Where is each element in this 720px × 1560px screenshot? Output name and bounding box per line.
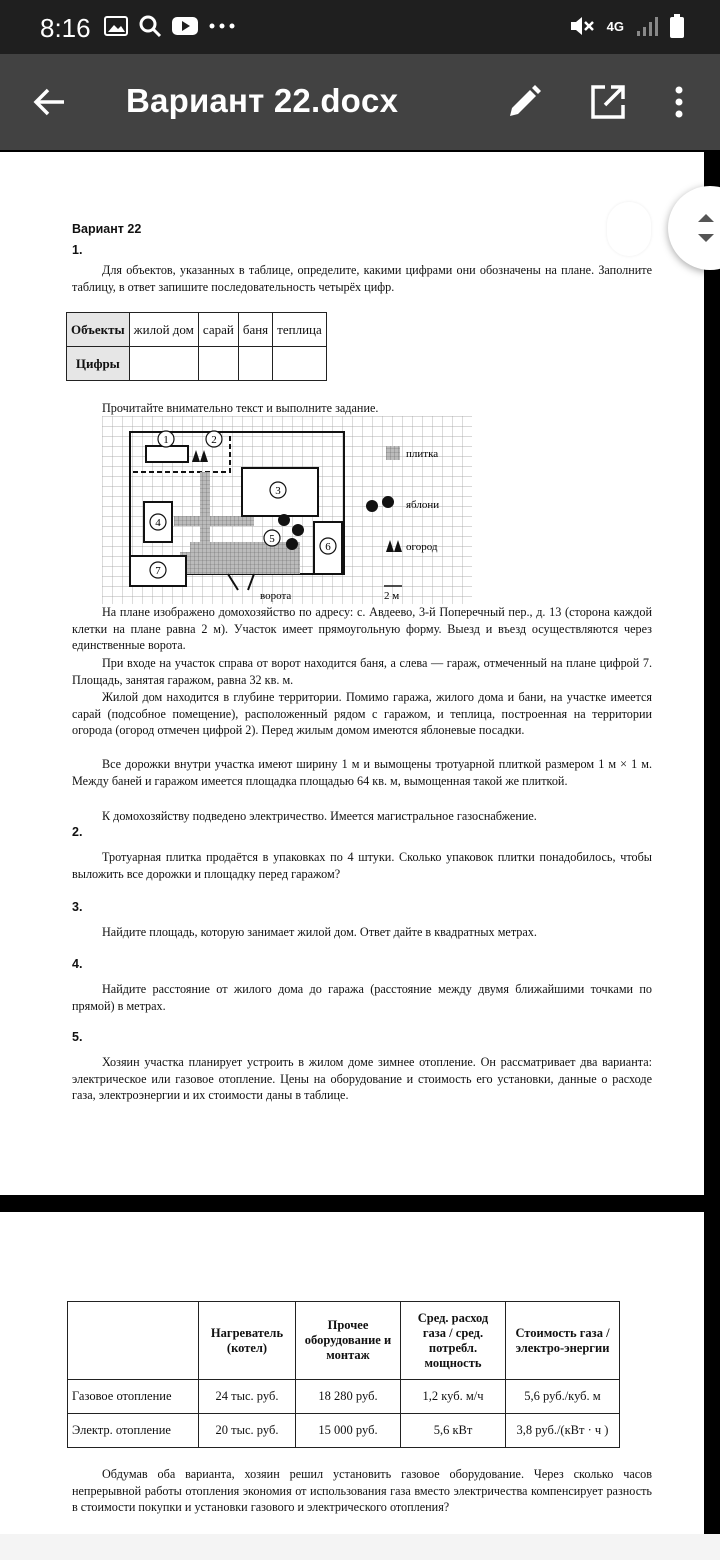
- search-icon: [138, 14, 162, 38]
- gate-label: ворота: [260, 590, 292, 602]
- legend-garden: огород: [406, 541, 438, 553]
- app-toolbar: [0, 54, 720, 150]
- question-3-number: 3.: [72, 900, 83, 914]
- plan-number-1: 1: [163, 434, 169, 446]
- column-shed: сарай: [198, 313, 238, 347]
- heating-header-empty: [68, 1302, 199, 1380]
- path-tiles: [174, 516, 254, 526]
- description-paragraph-1: На плане изображено домохозяйство по адресу: с. Авдеево, 3-й Поперечный пер., д. 13 (сторона каждой клетки на плане равна 2 м). Участок имеет прямоугольную форму. Выезд и въезд осуществляются через единственные ворота.: [72, 605, 652, 652]
- scroll-arrows-icon: [694, 208, 718, 248]
- question-1-number: 1.: [72, 243, 83, 257]
- legend-tiles: плитка: [406, 448, 439, 460]
- document-page-2: [0, 1212, 704, 1560]
- column-bath: баня: [238, 313, 272, 347]
- building-1: [146, 446, 188, 462]
- document-page-1: [0, 152, 704, 1195]
- electric-consumption: 5,6 кВт: [401, 1414, 506, 1448]
- question-2-text: Тротуарная плитка продаётся в упаковках по 4 штуки. Сколько упаковок плитки понадобилось, чтобы выложить все дорожки и площадку перед гаражом?: [72, 850, 652, 881]
- gas-row-label: Газовое отопление: [68, 1380, 199, 1414]
- question-3-text: Найдите площадь, которую занимает жилой дом. Ответ дайте в квадратных метрах.: [102, 925, 537, 939]
- battery-icon: [670, 14, 684, 38]
- column-house: жилой дом: [129, 313, 198, 347]
- plan-number-3: 3: [275, 485, 281, 497]
- gas-cost: 5,6 руб./куб. м: [506, 1380, 620, 1414]
- objects-table: [66, 312, 327, 381]
- plan-number-2: 2: [211, 434, 217, 446]
- site-plan: [102, 416, 472, 604]
- description-paragraph-3: Жилой дом находится в глубине территории. Помимо гаража, жилого дома и бани, на участке имеется сарай (подсобное помещение), расположенный рядом с гаражом, и теплица, построенная на территории огорода (огород отмечен цифрой 2). Перед жилым домом имеются яблоневые посадки.: [72, 690, 652, 737]
- page-indicator: [607, 202, 651, 256]
- gallery-icon: [104, 15, 128, 37]
- question-5-followup: Обдумав оба варианта, хозяин решил установить газовое оборудование. Через сколько часов непрерывной работы отопления экономия от использования газа вместо электричества компенсирует разность в стоимости покупки и установки газового и электрического отопления?: [72, 1467, 652, 1514]
- gas-consumption: 1,2 куб. м/ч: [401, 1380, 506, 1414]
- digit-cell: [273, 347, 327, 381]
- more-notifications-icon: [208, 22, 236, 30]
- heating-table: [67, 1301, 620, 1448]
- question-5-text: Хозяин участка планирует устроить в жилом доме зимнее отопление. Он рассматривает два варианта: электрическое или газовое отопление. Цены на оборудование и стоимость его установки, данные о расходе газа, электроэнергии и их стоимости даны в таблице.: [72, 1055, 652, 1102]
- description-paragraph-4: Все дорожки внутри участка имеют ширину 1 м и вымощены тротуарной плиткой размером 1 м × 1 м. Между баней и гаражом имеется площадка площадью 64 кв. м, вымощенная такой же плиткой.: [72, 757, 652, 788]
- legend-apples: яблони: [406, 499, 440, 511]
- gas-equipment: 18 280 руб.: [296, 1380, 401, 1414]
- plan-number-4: 4: [155, 517, 161, 529]
- network-type: 4G: [606, 18, 624, 34]
- status-time: 8:16: [40, 13, 91, 43]
- electric-cost: 3,8 руб./(кВт · ч ): [506, 1414, 620, 1448]
- path-tiles: [200, 472, 210, 542]
- read-instruction: Прочитайте внимательно текст и выполните задание.: [102, 401, 379, 415]
- status-bar: [0, 0, 720, 54]
- plan-number-7: 7: [155, 565, 161, 577]
- gas-boiler: 24 тыс. руб.: [199, 1380, 296, 1414]
- heating-header-cost: Стоимость газа / электро-энергии: [506, 1302, 620, 1380]
- more-options-icon[interactable]: [664, 82, 694, 122]
- electric-equipment: 15 000 руб.: [296, 1414, 401, 1448]
- objects-header: Объекты: [67, 313, 130, 347]
- youtube-icon: [172, 16, 198, 36]
- electric-boiler: 20 тыс. руб.: [199, 1414, 296, 1448]
- edit-pencil-icon[interactable]: [504, 82, 544, 122]
- heating-header-equipment: Прочее оборудование и монтаж: [296, 1302, 401, 1380]
- heating-header-consumption: Сред. расход газа / сред. потребл. мощность: [401, 1302, 506, 1380]
- plan-number-5: 5: [269, 533, 275, 545]
- back-arrow-icon[interactable]: [30, 82, 70, 122]
- mute-icon: [569, 14, 595, 38]
- open-external-icon[interactable]: [588, 82, 628, 122]
- description-paragraph-5: К домохозяйству подведено электричество. Имеется магистральное газоснабжение.: [102, 809, 537, 823]
- electric-row-label: Электр. отопление: [68, 1414, 199, 1448]
- question-5-number: 5.: [72, 1030, 83, 1044]
- scale-label: 2 м: [384, 590, 400, 602]
- digits-header: Цифры: [67, 347, 130, 381]
- variant-heading: Вариант 22: [72, 222, 142, 236]
- digit-cell: [198, 347, 238, 381]
- navigation-bar: [0, 1534, 720, 1560]
- question-4-number: 4.: [72, 957, 83, 971]
- question-2-number: 2.: [72, 825, 83, 839]
- plan-number-6: 6: [325, 541, 331, 553]
- question-4-text: Найдите расстояние от жилого дома до гаража (расстояние между двумя ближайшими точками по прямой) в метрах.: [72, 982, 652, 1013]
- signal-icon: [636, 15, 658, 37]
- tile-platform: [190, 542, 300, 574]
- heating-header-boiler: Нагреватель (котел): [199, 1302, 296, 1380]
- description-paragraph-2: При входе на участок справа от ворот находится баня, а слева — гараж, отмеченный на плане цифрой 7. Площадь, занятая гаражом, равна 32 кв. м.: [72, 656, 652, 687]
- digit-cell: [238, 347, 272, 381]
- document-title: Вариант 22.docx: [126, 82, 399, 119]
- column-greenhouse: теплица: [273, 313, 327, 347]
- digit-cell: [129, 347, 198, 381]
- legend-tile-swatch: [386, 446, 400, 460]
- question-1-text: Для объектов, указанных в таблице, определите, какими цифрами они обозначены на плане. Заполните таблицу, в ответ запишите последовательность четырёх цифр.: [72, 263, 652, 294]
